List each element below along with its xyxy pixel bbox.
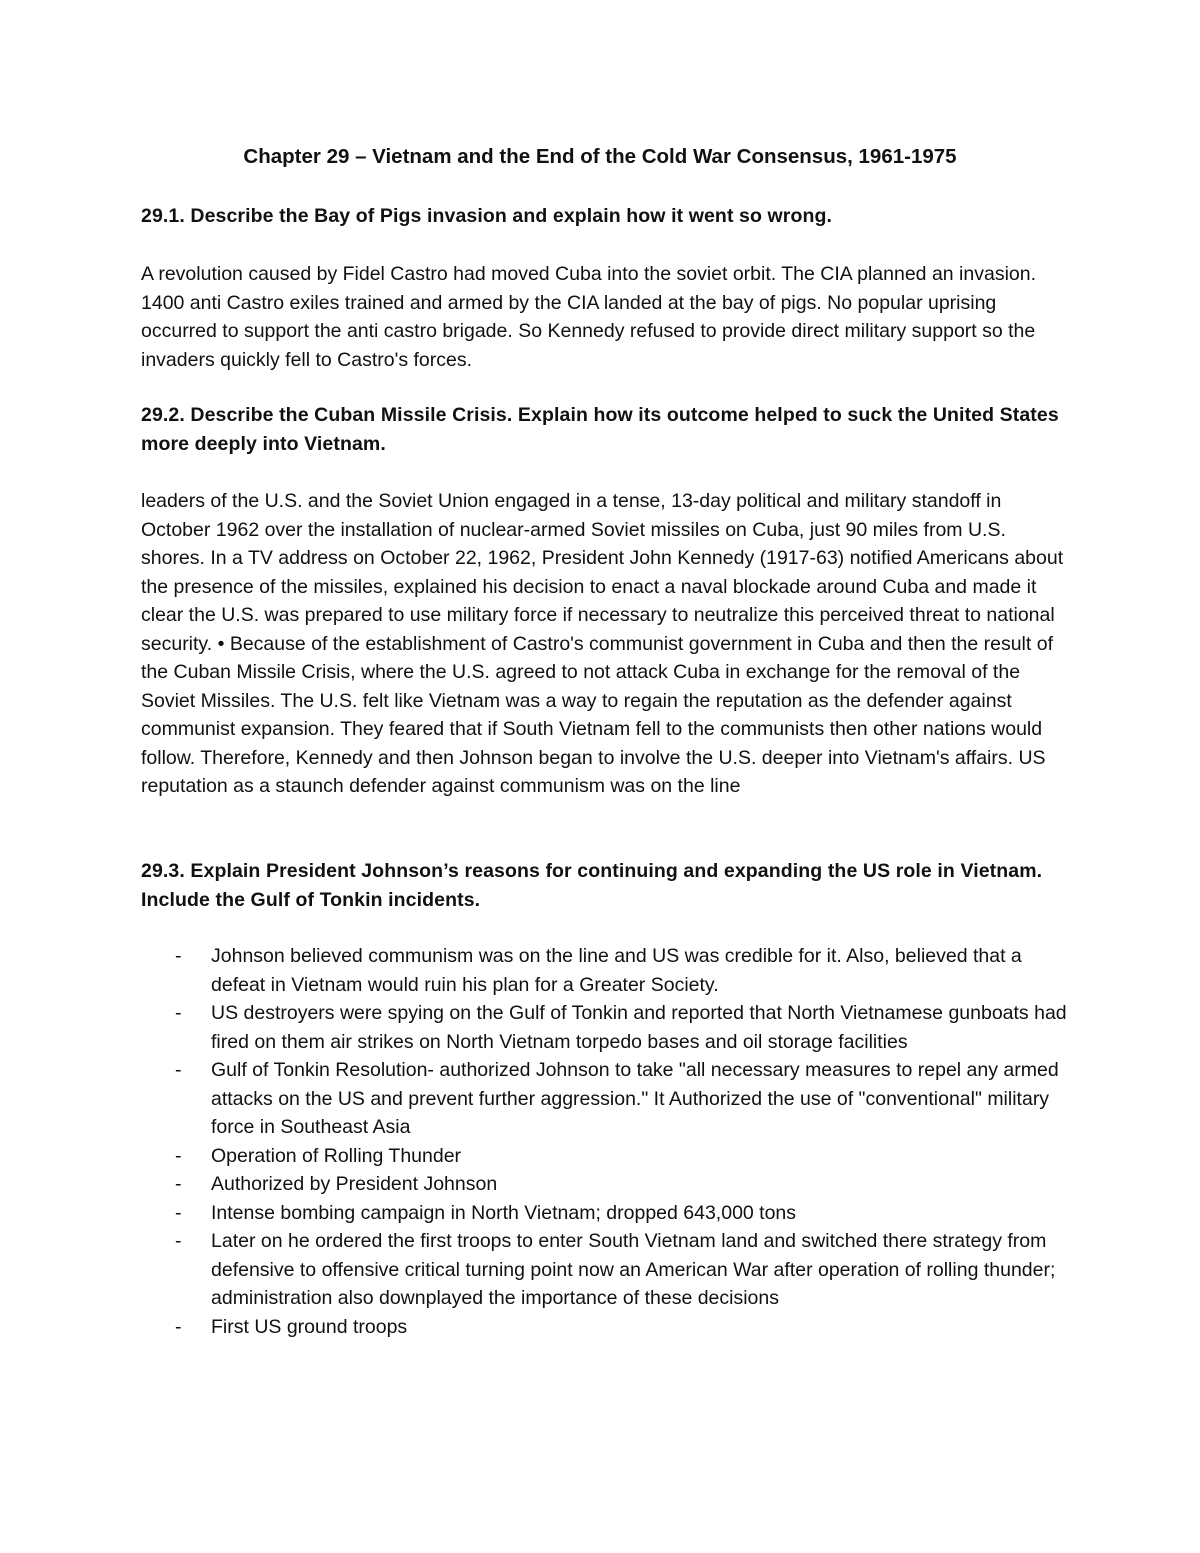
section-29-1-body: A revolution caused by Fidel Castro had moved Cuba into the soviet orbit. The CIA planned an invasion. 1400 anti Castro exiles trained and armed by the CIA landed at the bay of pigs. No popular uprising occurred to support the anti castro brigade. So Kennedy refused to provide direct military support so the invaders quickly fell to Castro's forces. (141, 263, 1037, 371)
list-item-text: Authorized by President Johnson (211, 1173, 498, 1195)
list-item (141, 1199, 1071, 1228)
list-item-text: Gulf of Tonkin Resolution- authorized Johnson to take "all necessary measures to repel any armed attacks on the US and prevent further aggression." It Authorized the use of "conventional" military force in Southeast Asia (211, 1059, 1059, 1138)
document-title: Chapter 29 – Vietnam and the End of the Cold War Consensus, 1961-1975 (243, 145, 957, 168)
bullet-dash: - (175, 1201, 182, 1224)
list-item-text: Johnson believed communism was on the line and US was credible for it. Also, believed that a defeat in Vietnam would ruin his plan for a Greater Society. (211, 945, 1022, 996)
section-29-1-heading: 29.1. Describe the Bay of Pigs invasion and explain how it went so wrong. (141, 205, 833, 227)
list-item-text: First US ground troops (211, 1315, 408, 1338)
section-29-3-bullet-list (141, 942, 1071, 1341)
bullet-dash: - (175, 1002, 182, 1024)
list-item (141, 1170, 1071, 1199)
bullet-dash: - (175, 945, 182, 967)
list-item-text: Intense bombing campaign in North Vietnam; dropped 643,000 tons (211, 1201, 797, 1224)
list-item (141, 1142, 1071, 1171)
list-item (141, 942, 1071, 999)
bullet-dash: - (175, 1230, 182, 1252)
list-item (141, 1227, 1071, 1313)
bullet-dash: - (175, 1315, 182, 1338)
list-item (141, 1313, 1071, 1342)
list-item-text: Later on he ordered the first troops to enter South Vietnam land and switched there strategy from defensive to offensive critical turning point now an American War after operation of rolling thunder; administration also downplayed the importance of these decisions (211, 1230, 1056, 1309)
bullet-dash: - (175, 1173, 182, 1195)
section-29-2-heading: 29.2. Describe the Cuban Missile Crisis. Explain how its outcome helped to suck the United States more deeply into Vietnam. (141, 404, 1059, 455)
list-item (141, 999, 1071, 1056)
bullet-dash: - (175, 1144, 182, 1167)
section-29-3-heading: 29.3. Explain President Johnson’s reasons for continuing and expanding the US role in Vietnam. Include the Gulf of Tonkin incidents. (141, 860, 1043, 911)
list-item (141, 1056, 1071, 1142)
bullet-dash: - (175, 1059, 182, 1081)
section-29-2-body: leaders of the U.S. and the Soviet Union engaged in a tense, 13-day political and military standoff in October 1962 over the installation of nuclear-armed Soviet missiles on Cuba, just 90 miles from U.S. shores. In a TV address on October 22, 1962, President John Kennedy (1917-63) notified Americans about the presence of the missiles, explained his decision to enact a naval blockade around Cuba and made it clear the U.S. was prepared to use military force if necessary to neutralize this perceived threat to national security. • Because of the establishment of Castro's communist government in Cuba and then the result of the Cuban Missile Crisis, where the U.S. agreed to not attack Cuba in exchange for the removal of the Soviet Missiles. The U.S. felt like Vietnam was a way to regain the reputation as the defender against communist expansion. They feared that if South Vietnam fell to the communists then other nations would follow. Therefore, Kennedy and then Johnson began to involve the U.S. deeper into Vietnam's affairs. US reputation as a staunch defender against communism was on the line (141, 490, 1064, 797)
list-item-text: US destroyers were spying on the Gulf of Tonkin and reported that North Vietnamese gunboats had fired on them air strikes on North Vietnam torpedo bases and oil storage facilities (211, 1002, 1067, 1053)
list-item-text: Operation of Rolling Thunder (211, 1144, 462, 1167)
